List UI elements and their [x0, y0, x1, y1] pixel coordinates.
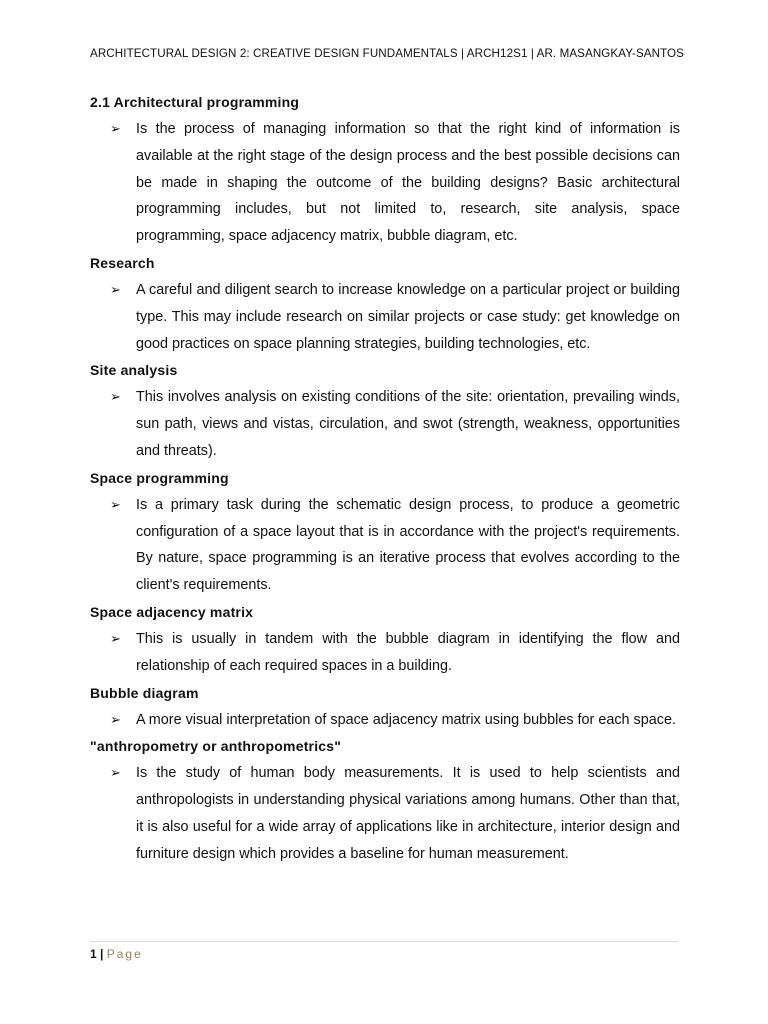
arrow-bullet-icon: ➢ — [110, 121, 121, 136]
bullet-text: A careful and diligent search to increase knowledge on a particular project or building type. This may include research on similar projects or case study: get knowledge on good practices on space planning strategies, building technologies, etc. — [136, 281, 680, 352]
page-header: ARCHITECTURAL DESIGN 2: CREATIVE DESIGN FUNDAMENTALS | ARCH12S1 | AR. MASANGKAY-SANTOS — [90, 47, 685, 60]
bullet-item — [90, 116, 680, 250]
section-heading: Bubble diagram — [90, 684, 199, 701]
section-heading: Space programming — [90, 469, 229, 486]
arrow-bullet-icon: ➢ — [110, 711, 121, 727]
section-architectural-programming — [90, 92, 680, 250]
bullet-text: This is usually in tandem with the bubble diagram in identifying the flow and relationship of each required spaces in a building. — [136, 630, 680, 674]
section-heading: Research — [90, 254, 155, 271]
section-heading: Space adjacency matrix — [90, 603, 254, 620]
bullet-text: Is the study of human body measurements. It is used to help scientists and anthropologists in understanding physical variations among humans. Other than that, it is also useful for a wide array of applications like in architecture, interior design and furniture design which provides a baseline for human measurement. — [136, 765, 680, 862]
section-anthropometry — [90, 736, 680, 867]
bullet-item — [90, 760, 680, 867]
section-heading: "anthropometry or anthropometrics" — [90, 738, 342, 755]
bullet-item — [90, 626, 680, 680]
bullet-item — [90, 384, 680, 464]
page-footer — [90, 941, 678, 964]
section-space-programming — [90, 468, 680, 599]
document-body — [90, 92, 680, 871]
bullet-text: A more visual interpretation of space adjacency matrix using bubbles for each space. — [136, 711, 676, 728]
section-space-adjacency-matrix — [90, 602, 680, 680]
section-research — [90, 253, 680, 357]
arrow-bullet-icon: ➢ — [110, 281, 121, 297]
page-label: Page — [106, 947, 143, 961]
section-heading: 2.1 Architectural programming — [90, 94, 300, 110]
bullet-text: Is the process of managing information so that the right kind of information is available at the right stage of the design process and the best possible decisions can be made in shaping the outcome of the building designs? Basic architectural programming includes, but not limited to, research, site analysis, space programming, space adjacency matrix, bubble diagram, etc. — [136, 121, 680, 245]
arrow-bullet-icon: ➢ — [110, 630, 121, 646]
bullet-item — [90, 277, 680, 357]
bullet-text: This involves analysis on existing conditions of the site: orientation, prevailing winds, sun path, views and vistas, circulation, and swot (strength, weakness, opportunities and threats). — [136, 389, 680, 459]
bullet-item — [90, 707, 680, 734]
page-number: 1 — [90, 947, 97, 961]
arrow-bullet-icon: ➢ — [110, 765, 121, 781]
bullet-text: Is a primary task during the schematic design process, to produce a geometric configuration of a space layout that is in accordance with the project's requirements. By nature, space programming is an iterative process that evolves according to the client's requirements. — [136, 496, 680, 594]
section-bubble-diagram — [90, 683, 680, 734]
page-separator: | — [100, 947, 104, 961]
bullet-item — [90, 492, 680, 599]
section-heading: Site analysis — [90, 362, 178, 379]
arrow-bullet-icon: ➢ — [110, 496, 121, 512]
section-site-analysis — [90, 360, 680, 464]
arrow-bullet-icon: ➢ — [110, 389, 121, 405]
